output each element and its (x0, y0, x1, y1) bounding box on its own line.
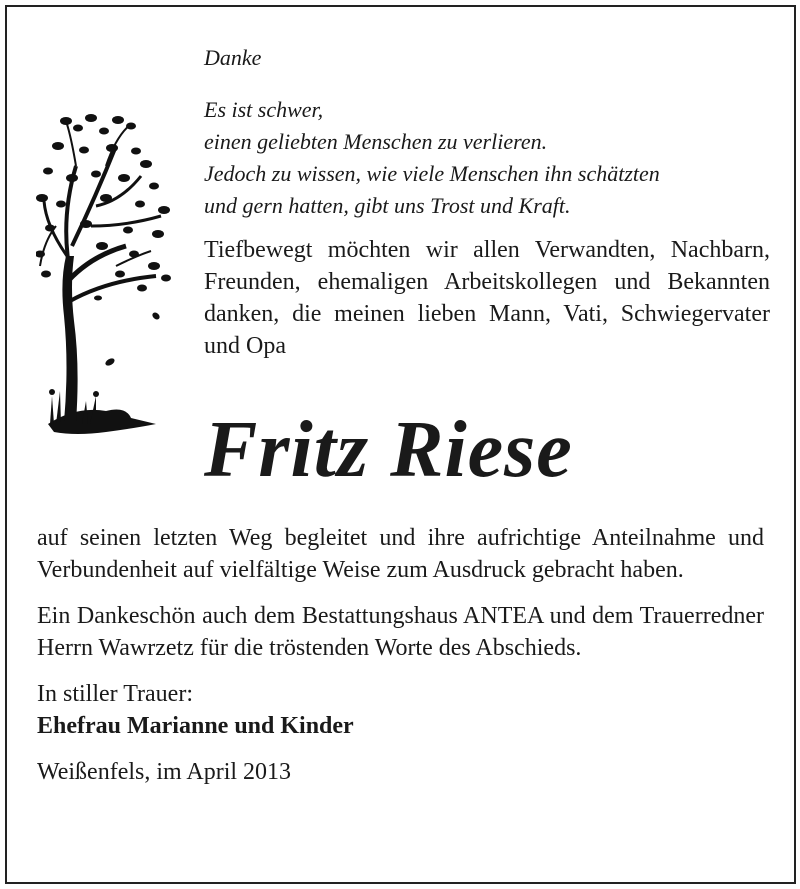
poem-line: Es ist schwer, (204, 97, 324, 122)
funeral-thanks-paragraph: Ein Dankeschön auch dem Bestattungshaus ANTEA und dem Trauerredner Herrn Wawrzetz für die tröstenden Worte des Abschieds. (37, 603, 764, 661)
poem-line: und gern hatten, gibt uns Trost und Kraft. (204, 193, 571, 218)
bottom-text-block (37, 522, 764, 788)
thanks-paragraph: Tiefbewegt möchten wir allen Verwandten, Nachbarn, Freunden, ehemaligen Arbeitskollegen und Bekannten danken, die meinen lieben Mann, Vati, Schwiegervater und Opa (204, 237, 770, 359)
place-date: Weißenfels, im April 2013 (37, 759, 292, 785)
deceased-name: Fritz Riese (204, 406, 573, 494)
mourners: Ehefrau Marianne und Kinder (37, 713, 354, 739)
intro-heading: Danke (204, 45, 262, 70)
poem-line: einen geliebten Menschen zu verlieren. (204, 129, 548, 154)
tree-illustration (36, 106, 176, 441)
continuation-paragraph: auf seinen letzten Weg begleitet und ihre aufrichtige Anteilnahme und Verbundenheit auf vielfältige Weise zum Ausdruck gebracht haben. (37, 525, 764, 583)
poem (204, 94, 770, 222)
poem-line: Jedoch zu wissen, wie viele Menschen ihn schätzten (204, 161, 660, 186)
mourning-label: In stiller Trauer: (37, 681, 193, 707)
top-text-block (204, 42, 770, 362)
